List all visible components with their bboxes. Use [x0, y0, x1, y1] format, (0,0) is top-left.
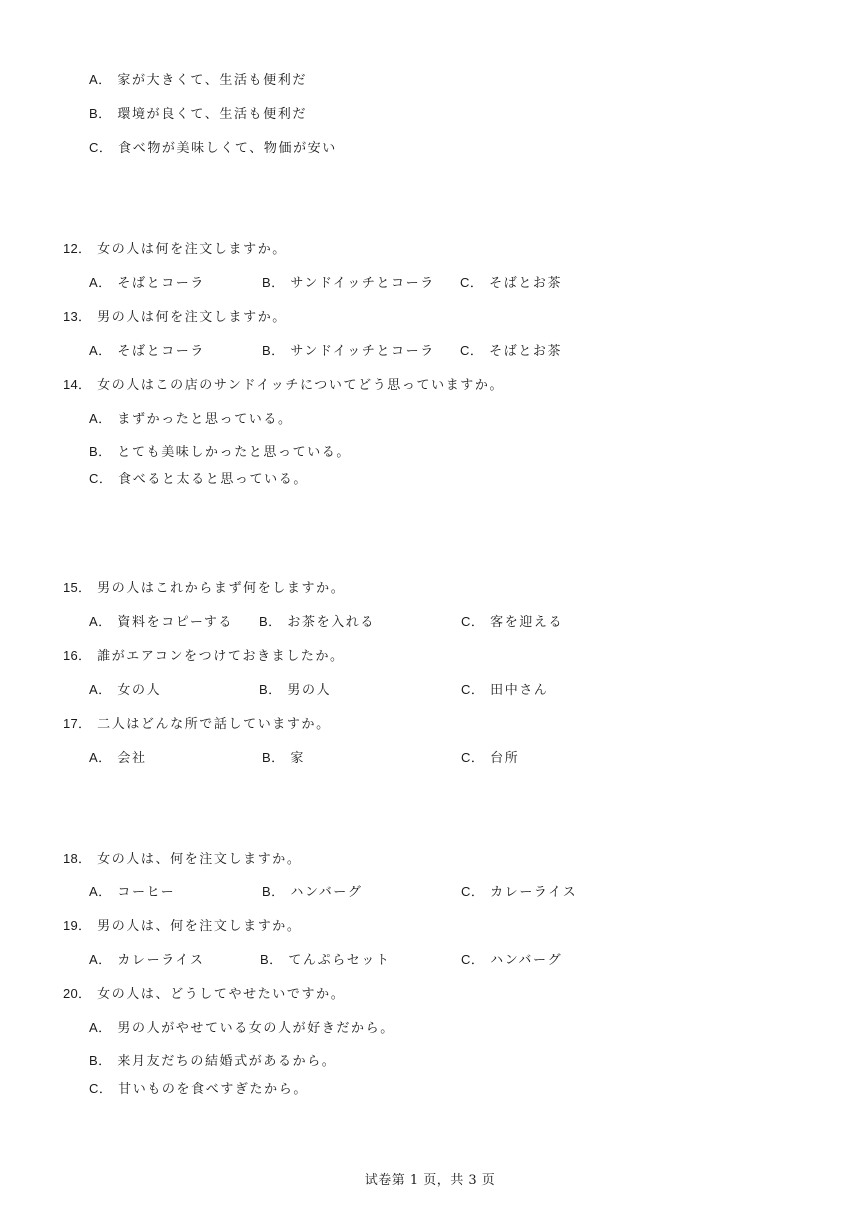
option-text: ハンバーグ	[490, 953, 563, 968]
question-text: 女の人はこの店のサンドイッチについてどう思っていますか。	[97, 378, 505, 393]
option-text: 家が大きくて、生活も便利だ	[117, 73, 307, 88]
option-b	[89, 106, 307, 123]
option-a	[89, 411, 293, 428]
option-label: A．	[89, 952, 112, 967]
option-text: そばとコーラ	[117, 344, 206, 359]
option-c	[461, 884, 577, 901]
option-a	[89, 884, 175, 901]
option-text: 甘いものを食べすぎたから。	[118, 1082, 308, 1097]
option-c	[461, 952, 562, 969]
question-12	[63, 241, 287, 258]
option-b	[262, 750, 305, 767]
question-text: 二人はどんな所で話していますか。	[97, 717, 331, 732]
question-number: 17．	[63, 716, 92, 731]
question-16	[63, 648, 345, 665]
option-a	[89, 750, 147, 767]
option-c	[89, 471, 308, 488]
option-label: A．	[89, 72, 112, 87]
option-b	[259, 682, 331, 699]
option-text: 食べ物が美味しくて、物価が安い	[118, 141, 337, 156]
question-number: 15．	[63, 580, 92, 595]
option-text: まずかったと思っている。	[117, 412, 293, 427]
option-label: C．	[89, 1081, 113, 1096]
option-label: C．	[460, 275, 484, 290]
option-label: A．	[89, 275, 112, 290]
option-label: C．	[89, 471, 113, 486]
option-text: 家	[290, 751, 306, 766]
option-text: 田中さん	[490, 683, 549, 698]
option-label: C．	[460, 343, 484, 358]
option-c	[460, 343, 562, 360]
question-number: 13．	[63, 309, 92, 324]
option-c	[89, 1081, 308, 1098]
question-text: 男の人はこれからまず何をしますか。	[97, 581, 346, 596]
option-b	[262, 275, 435, 292]
option-label: C．	[461, 750, 485, 765]
page-footer: 试卷第 1 页，共 3 页	[364, 1173, 496, 1188]
option-text: 台所	[490, 751, 520, 766]
option-text: そばとコーラ	[117, 276, 206, 291]
option-c	[461, 614, 563, 631]
question-13	[63, 309, 287, 326]
option-label: B．	[262, 750, 285, 765]
option-b	[89, 1053, 336, 1070]
option-a	[89, 1020, 395, 1037]
option-text: 資料をコピーする	[117, 615, 234, 630]
option-label: C．	[461, 884, 485, 899]
option-text: 女の人	[117, 683, 162, 698]
option-label: B．	[260, 952, 283, 967]
option-a	[89, 72, 307, 89]
option-b	[259, 614, 375, 631]
option-text: サンドイッチとコーラ	[290, 276, 435, 291]
question-number: 18．	[63, 851, 92, 866]
option-text: そばとお茶	[489, 344, 563, 359]
option-label: A．	[89, 614, 112, 629]
option-label: C．	[461, 952, 485, 967]
option-label: B．	[259, 682, 282, 697]
question-number: 12．	[63, 241, 92, 256]
option-text: 会社	[117, 751, 147, 766]
option-c	[460, 275, 562, 292]
option-text: カレーライス	[490, 885, 578, 900]
option-label: A．	[89, 343, 112, 358]
option-a	[89, 614, 233, 631]
question-number: 19．	[63, 918, 92, 933]
option-text: 男の人がやせている女の人が好きだから。	[117, 1021, 395, 1036]
option-text: 来月友だちの結婚式があるから。	[117, 1054, 337, 1069]
option-label: B．	[262, 343, 285, 358]
option-text: 食べると太ると思っている。	[118, 472, 308, 487]
option-text: てんぷらセット	[288, 953, 391, 968]
option-c	[89, 140, 337, 157]
option-label: C．	[461, 614, 485, 629]
option-a	[89, 952, 205, 969]
question-text: 女の人は、何を注文しますか。	[97, 852, 302, 867]
question-number: 16．	[63, 648, 92, 663]
option-label: B．	[262, 884, 285, 899]
option-text: サンドイッチとコーラ	[290, 344, 435, 359]
question-text: 女の人は何を注文しますか。	[97, 242, 287, 257]
option-text: 男の人	[287, 683, 332, 698]
question-number: 20．	[63, 986, 92, 1001]
option-a	[89, 343, 205, 360]
option-a	[89, 275, 205, 292]
option-label: A．	[89, 411, 112, 426]
question-17	[63, 716, 331, 733]
option-label: B．	[89, 106, 112, 121]
option-text: とても美味しかったと思っている。	[117, 445, 352, 460]
question-18	[63, 851, 302, 868]
option-label: C．	[461, 682, 485, 697]
option-text: お茶を入れる	[287, 615, 376, 630]
question-19	[63, 918, 302, 935]
question-number: 14．	[63, 377, 92, 392]
option-a	[89, 682, 161, 699]
option-label: B．	[259, 614, 282, 629]
option-label: B．	[89, 1053, 112, 1068]
option-b	[262, 884, 363, 901]
question-text: 男の人は、何を注文しますか。	[97, 919, 302, 934]
question-20	[63, 986, 345, 1003]
option-b	[262, 343, 435, 360]
option-label: A．	[89, 750, 112, 765]
option-label: B．	[89, 444, 112, 459]
question-text: 女の人は、どうしてやせたいですか。	[97, 987, 346, 1002]
option-c	[461, 750, 519, 767]
option-text: 環境が良くて、生活も便利だ	[117, 107, 307, 122]
option-b	[89, 444, 351, 461]
question-14	[63, 377, 504, 394]
question-text: 男の人は何を注文しますか。	[97, 310, 287, 325]
question-15	[63, 580, 345, 597]
option-label: A．	[89, 682, 112, 697]
option-label: A．	[89, 884, 112, 899]
option-text: ハンバーグ	[290, 885, 363, 900]
option-text: そばとお茶	[489, 276, 563, 291]
option-text: カレーライス	[117, 953, 205, 968]
option-c	[461, 682, 549, 699]
option-text: 客を迎える	[490, 615, 564, 630]
option-text: コーヒー	[117, 885, 176, 900]
question-text: 誰がエアコンをつけておきましたか。	[97, 649, 345, 664]
option-label: C．	[89, 140, 113, 155]
option-label: A．	[89, 1020, 112, 1035]
option-b	[260, 952, 391, 969]
option-label: B．	[262, 275, 285, 290]
